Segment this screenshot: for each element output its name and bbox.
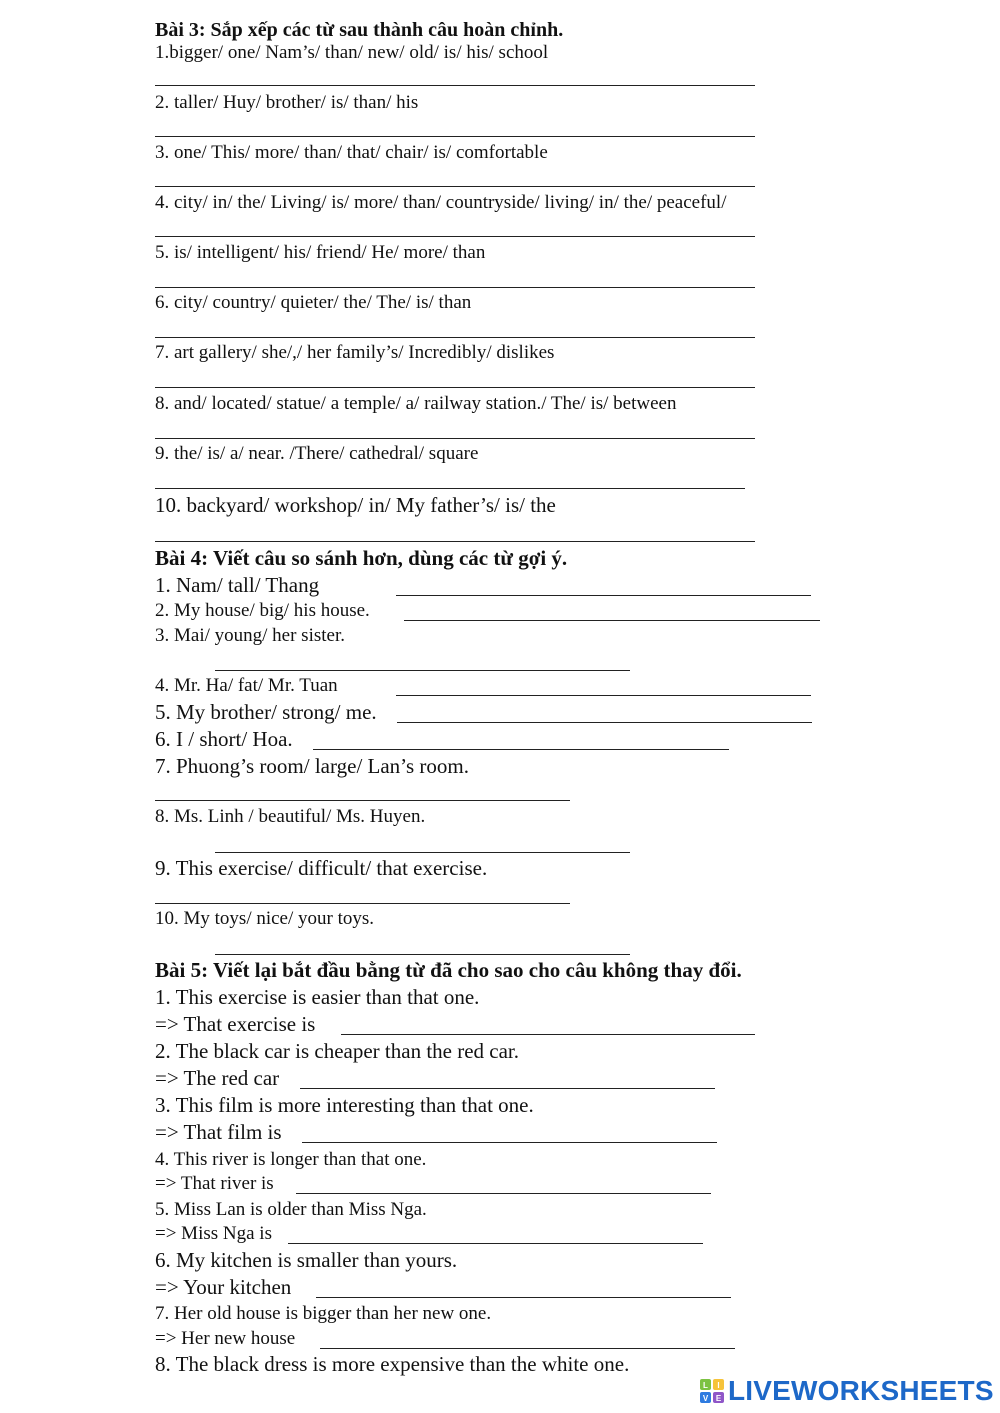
bai5-prompt-6: => Your kitchen: [155, 1275, 292, 1299]
answer-line[interactable]: [155, 236, 755, 237]
bai4-item-1: 1. Nam/ tall/ Thang: [155, 573, 320, 597]
answer-line[interactable]: [155, 800, 570, 801]
bai5-prompt-7: => Her new house: [155, 1328, 296, 1349]
bai3-item-4: 4. city/ in/ the/ Living/ is/ more/ than/ countryside/ living/ in/ the/ peaceful/: [155, 192, 727, 213]
answer-line[interactable]: [296, 1193, 711, 1194]
bai5-sentence-8: 8. The black dress is more expensive than the white one.: [155, 1352, 630, 1376]
bai5-prompt-1: => That exercise is: [155, 1012, 316, 1036]
liveworksheets-logo-icon: [700, 1379, 724, 1403]
answer-line[interactable]: [397, 722, 812, 723]
answer-line[interactable]: [404, 620, 820, 621]
bai5-sentence-5: 5. Miss Lan is older than Miss Nga.: [155, 1199, 427, 1220]
answer-line[interactable]: [155, 387, 755, 388]
bai5-sentence-1: 1. This exercise is easier than that one.: [155, 985, 480, 1009]
bai3-item-5: 5. is/ intelligent/ his/ friend/ He/ more/ than: [155, 242, 486, 263]
answer-line[interactable]: [302, 1142, 717, 1143]
bai5-prompt-4: => That river is: [155, 1173, 274, 1194]
bai3-item-1: 1.bigger/ one/ Nam’s/ than/ new/ old/ is/ his/ school: [155, 42, 549, 63]
answer-line[interactable]: [155, 541, 755, 542]
bai5-heading: Bài 5: Viết lại bắt đầu bằng từ đã cho sao cho câu không thay đổi.: [155, 958, 742, 982]
liveworksheets-brand-text: LIVEWORKSHEETS: [728, 1375, 994, 1406]
bai5-prompt-3: => That film is: [155, 1120, 282, 1144]
answer-line[interactable]: [155, 488, 745, 489]
answer-line[interactable]: [155, 136, 755, 137]
bai5-sentence-3: 3. This film is more interesting than that one.: [155, 1093, 534, 1117]
answer-line[interactable]: [215, 954, 630, 955]
bai3-item-9: 9. the/ is/ a/ near. /There/ cathedral/ square: [155, 443, 479, 464]
bai3-item-8: 8. and/ located/ statue/ a temple/ a/ railway station./ The/ is/ between: [155, 393, 677, 414]
answer-line[interactable]: [155, 337, 755, 338]
svg-text:L: L: [703, 1381, 708, 1390]
bai4-item-5: 5. My brother/ strong/ me.: [155, 700, 377, 724]
bai4-item-7: 7. Phuong’s room/ large/ Lan’s room.: [155, 754, 470, 778]
bai4-item-3: 3. Mai/ young/ her sister.: [155, 625, 345, 646]
bai5-prompt-2: => The red car: [155, 1066, 280, 1090]
bai3-item-10: 10. backyard/ workshop/ in/ My father’s/ is/ the: [155, 493, 556, 517]
bai5-sentence-6: 6. My kitchen is smaller than yours.: [155, 1248, 458, 1272]
svg-text:E: E: [715, 1394, 722, 1403]
bai3-item-2: 2. taller/ Huy/ brother/ is/ than/ his: [155, 92, 419, 113]
answer-line[interactable]: [316, 1297, 731, 1298]
bai4-item-10: 10. My toys/ nice/ your toys.: [155, 908, 375, 929]
bai3-item-6: 6. city/ country/ quieter/ the/ The/ is/ than: [155, 292, 472, 313]
bai3-item-7: 7. art gallery/ she/,/ her family’s/ Incredibly/ dislikes: [155, 342, 555, 363]
answer-line[interactable]: [288, 1243, 703, 1244]
answer-line[interactable]: [155, 903, 570, 904]
answer-line[interactable]: [320, 1348, 735, 1349]
answer-line[interactable]: [155, 186, 755, 187]
bai4-item-2: 2. My house/ big/ his house.: [155, 600, 370, 621]
answer-line[interactable]: [300, 1088, 715, 1089]
answer-line[interactable]: [155, 438, 755, 439]
bai3-item-3: 3. one/ This/ more/ than/ that/ chair/ is/ comfortable: [155, 142, 548, 163]
bai4-item-9: 9. This exercise/ difficult/ that exercise.: [155, 856, 488, 880]
bai4-item-6: 6. I / short/ Hoa.: [155, 727, 293, 751]
svg-text:I: I: [717, 1381, 720, 1390]
answer-line[interactable]: [155, 287, 755, 288]
bai4-item-8: 8. Ms. Linh / beautiful/ Ms. Huyen.: [155, 806, 426, 827]
bai3-heading: Bài 3: Sắp xếp các từ sau thành câu hoàn chỉnh.: [155, 19, 564, 41]
bai5-prompt-5: => Miss Nga is: [155, 1223, 272, 1244]
answer-line[interactable]: [155, 85, 755, 86]
bai4-heading: Bài 4: Viết câu so sánh hơn, dùng các từ gợi ý.: [155, 546, 568, 570]
answer-line[interactable]: [341, 1034, 755, 1035]
answer-line[interactable]: [396, 695, 811, 696]
bai5-sentence-2: 2. The black car is cheaper than the red car.: [155, 1039, 520, 1063]
bai5-sentence-7: 7. Her old house is bigger than her new one.: [155, 1303, 492, 1324]
svg-text:V: V: [702, 1394, 709, 1403]
answer-line[interactable]: [215, 670, 630, 671]
answer-line[interactable]: [396, 595, 811, 596]
answer-line[interactable]: [215, 852, 630, 853]
bai4-item-4: 4. Mr. Ha/ fat/ Mr. Tuan: [155, 675, 338, 696]
answer-line[interactable]: [313, 749, 729, 750]
bai5-sentence-4: 4. This river is longer than that one.: [155, 1149, 427, 1170]
